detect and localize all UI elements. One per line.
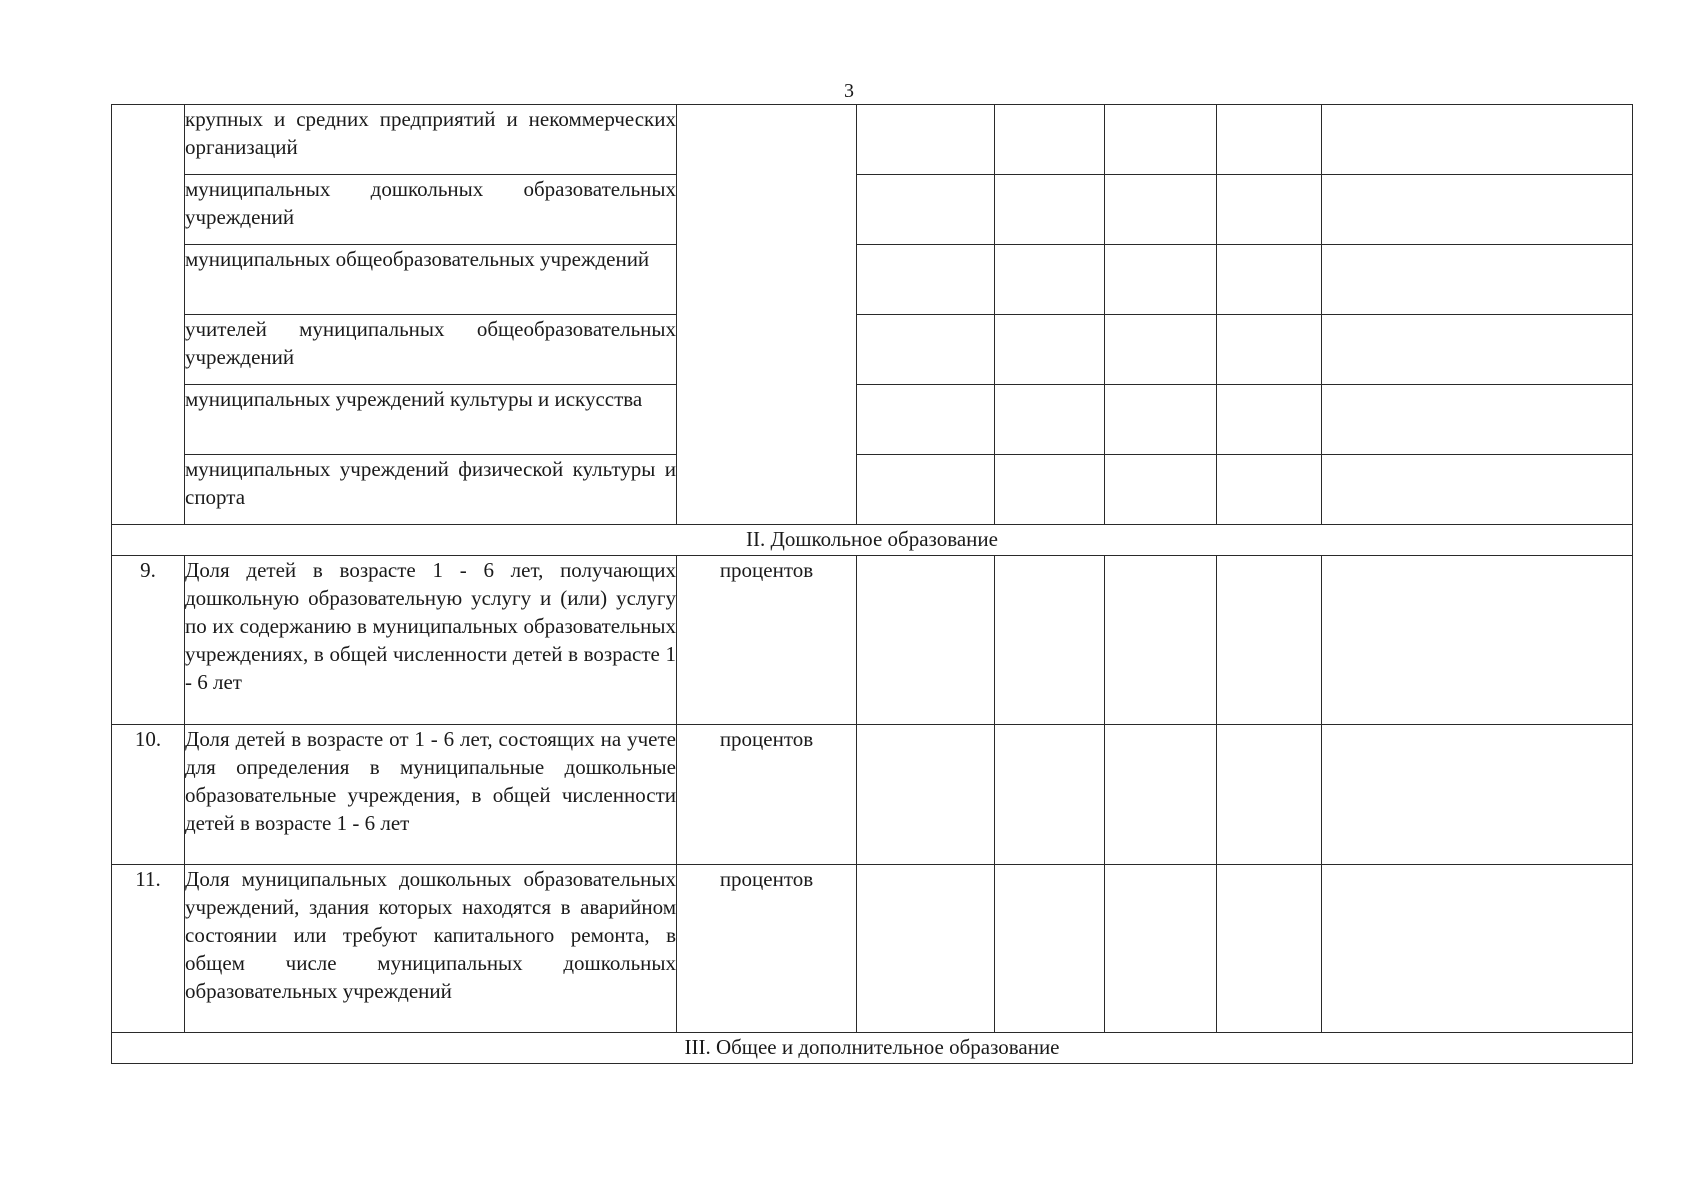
value-cell xyxy=(1217,556,1322,725)
value-cell xyxy=(857,865,995,1033)
indicator-name: Доля детей в возрасте 1 - 6 лет, получающих дошкольную образовательную услугу и (или) услугу по их содержанию в муниципальных образовательных учреждениях, в общей численности детей в возрасте 1 - 6 лет xyxy=(185,556,677,725)
section-row xyxy=(112,1033,1633,1064)
subrow-label: муниципальных учреждений культуры и искусства xyxy=(185,385,677,455)
table-row xyxy=(112,385,1633,455)
value-cell xyxy=(1322,455,1633,525)
subrow-label: муниципальных общеобразовательных учреждений xyxy=(185,245,677,315)
value-cell xyxy=(995,245,1105,315)
table-row xyxy=(112,105,1633,175)
section-heading-preschool: II. Дошкольное образование xyxy=(112,525,1633,556)
value-cell xyxy=(1217,455,1322,525)
subrow-label: учителей муниципальных общеобразовательных учреждений xyxy=(185,315,677,385)
value-cell xyxy=(995,455,1105,525)
row-number: 11. xyxy=(112,865,185,1033)
value-cell xyxy=(1322,245,1633,315)
value-cell xyxy=(857,105,995,175)
value-cell xyxy=(857,385,995,455)
page-number: 3 xyxy=(844,80,854,102)
indicator-name: Доля детей в возрасте от 1 - 6 лет, состоящих на учете для определения в муниципальные дошкольные образовательные учреждения, в общей численности детей в возрасте 1 - 6 лет xyxy=(185,725,677,865)
row-number-cell xyxy=(112,105,185,525)
subrow-label: муниципальных дошкольных образовательных учреждений xyxy=(185,175,677,245)
value-cell xyxy=(1105,245,1217,315)
value-cell xyxy=(1217,725,1322,865)
table-row xyxy=(112,556,1633,725)
unit-cell xyxy=(677,105,857,525)
value-cell xyxy=(1217,385,1322,455)
value-cell xyxy=(857,175,995,245)
value-cell xyxy=(1217,865,1322,1033)
table-row xyxy=(112,865,1633,1033)
value-cell xyxy=(1322,865,1633,1033)
value-cell xyxy=(1322,556,1633,725)
value-cell xyxy=(1105,556,1217,725)
section-row xyxy=(112,525,1633,556)
value-cell xyxy=(857,455,995,525)
value-cell xyxy=(1217,315,1322,385)
value-cell xyxy=(995,105,1105,175)
value-cell xyxy=(1105,105,1217,175)
table-row xyxy=(112,315,1633,385)
indicators-table xyxy=(111,104,1633,1064)
value-cell xyxy=(995,556,1105,725)
value-cell xyxy=(1105,385,1217,455)
value-cell xyxy=(1105,725,1217,865)
value-cell xyxy=(857,245,995,315)
value-cell xyxy=(857,315,995,385)
value-cell xyxy=(1217,245,1322,315)
subrow-label: муниципальных учреждений физической культуры и спорта xyxy=(185,455,677,525)
value-cell xyxy=(995,315,1105,385)
table-row xyxy=(112,175,1633,245)
value-cell xyxy=(1322,315,1633,385)
value-cell xyxy=(857,725,995,865)
value-cell xyxy=(1105,315,1217,385)
unit-of-measure: процентов xyxy=(677,556,857,725)
value-cell xyxy=(995,725,1105,865)
value-cell xyxy=(1217,105,1322,175)
value-cell xyxy=(995,175,1105,245)
indicator-name: Доля муниципальных дошкольных образовательных учреждений, здания которых находятся в аварийном состоянии или требуют капитального ремонта, в общем числе муниципальных дошкольных образовательных учреждений xyxy=(185,865,677,1033)
value-cell xyxy=(1322,385,1633,455)
value-cell xyxy=(1217,175,1322,245)
value-cell xyxy=(857,556,995,725)
table-row xyxy=(112,455,1633,525)
value-cell xyxy=(995,865,1105,1033)
value-cell xyxy=(995,385,1105,455)
section-heading-general: III. Общее и дополнительное образование xyxy=(112,1033,1633,1064)
value-cell xyxy=(1322,105,1633,175)
row-number: 10. xyxy=(112,725,185,865)
unit-of-measure: процентов xyxy=(677,865,857,1033)
unit-of-measure: процентов xyxy=(677,725,857,865)
value-cell xyxy=(1322,175,1633,245)
value-cell xyxy=(1322,725,1633,865)
row-number: 9. xyxy=(112,556,185,725)
table-row xyxy=(112,245,1633,315)
value-cell xyxy=(1105,455,1217,525)
value-cell xyxy=(1105,865,1217,1033)
subrow-label: крупных и средних предприятий и некоммерческих организаций xyxy=(185,105,677,175)
table-row xyxy=(112,725,1633,865)
value-cell xyxy=(1105,175,1217,245)
